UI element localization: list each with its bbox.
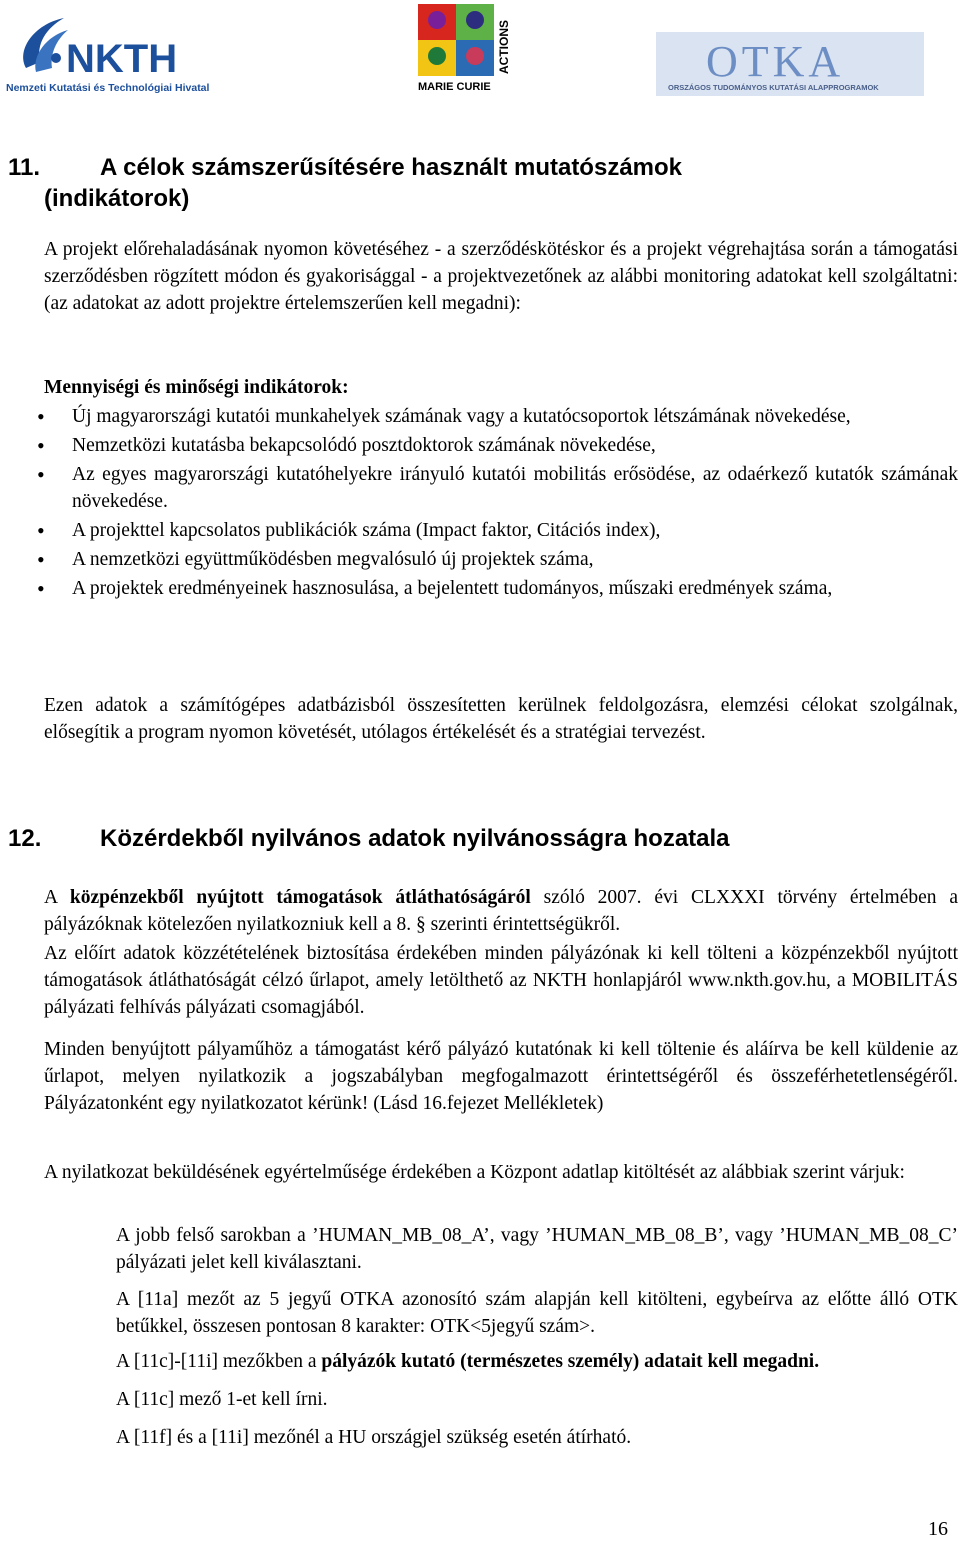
section-12-paragraph-2: Az előírt adatok közzétételének biztosítása érdekében minden pályázónak ki kell tölteni a közpénzekből nyújtott támogatások átláthatóságát célzó űrlapot, amely letölthető az NKTH honlapjáról www.nkth.gov.hu, a MOBILITÁS pályázati felhívás pályázati csomagjából. (44, 943, 958, 1018)
p1-text-b: szóló 2007. évi CLXXXI törvény értelmében a pályázóknak kötelezően nyilatkozniuk kell a 8. (44, 887, 959, 935)
section-11-number: 11. (8, 154, 41, 181)
section-11-closing: Ezen adatok a számítógépes adatbázisból összesítetten kerülnek feldolgozásra, elemzési célokat szolgálnak, elősegítik a program nyomon követését, utólagos értékelését és a stratégiai tervezést. (44, 695, 958, 743)
page-number: 16 (928, 1518, 948, 1540)
section-12-heading (8, 823, 958, 854)
i3-bold-text: pályázók kutató (természetes személy) adatait kell megadni. (321, 1351, 820, 1372)
section-11-heading (8, 152, 958, 214)
nkth-logo (6, 10, 211, 94)
instruction-1: A jobb felső sarokban a ’HUMAN_MB_08_A’, vagy ’HUMAN_MB_08_B’, vagy ’HUMAN_MB_08_C’ pályázati jelet kell kiválasztani. (116, 1225, 958, 1273)
section-11-title-line2: (indikátorok) (44, 185, 190, 212)
list-item: • A nemzetközi együttműködésben megvalósuló új projektek száma, (0, 546, 958, 573)
i3-text: A [11c]-[11i] mezőkben a (116, 1351, 322, 1372)
section-12-paragraph-1 (44, 884, 958, 938)
marie-curie-logo (416, 2, 516, 94)
instruction-5: A [11f] és a [11i] mezőnél a HU országjel szükség esetén átírható. (116, 1427, 632, 1448)
section-12-number: 12. (8, 825, 42, 852)
section-11-intro: A projekt előrehaladásának nyomon követéséhez - a szerződéskötéskor és a projekt végrehajtása során a támogatási szerződésben rögzített módon és gyakorisággal - a projektvezetőnek az alábbi monitoring adatokat kell szolgáltatni: (az adatokat az adott projektre értelemszerűen kell megadni): (44, 239, 958, 314)
list-item: • Nemzetközi kutatásba bekapcsolódó posztdoktorok számának növekedése, (0, 432, 958, 459)
instruction-3 (116, 1348, 958, 1375)
indicator-list (0, 403, 958, 602)
otka-logo (656, 32, 924, 96)
p1-bold-text: közpénzekből nyújtott támogatások átláthatóságáról (69, 887, 531, 908)
list-item: • A projekttel kapcsolatos publikációk száma (Impact faktor, Citációs index), (0, 517, 958, 544)
indicators-heading: Mennyiségi és minőségi indikátorok: (44, 377, 349, 398)
instruction-2: A [11a] mezőt az 5 jegyű OTKA azonosító szám alapján kell kitölteni, egybeírva az előtte álló OTK betűkkel, összesen pontosan 8 karakter: OTK<5jegyű szám>. (116, 1289, 958, 1337)
p1-text-c: szerinti érintettségükről. (425, 914, 621, 935)
section-11-title-line1: A célok számszerűsítésére használt mutatószámok (100, 154, 683, 181)
list-item: • A projektek eredményeinek hasznosulása, a bejelentett tudományos, műszaki eredmények száma, (0, 575, 958, 602)
section-sign: § (411, 914, 426, 935)
nkth-logo-subtitle: Nemzeti Kutatási és Technológiai Hivatal (6, 82, 210, 94)
instruction-4: A [11c] mező 1-et kell írni. (116, 1389, 328, 1410)
section-12-title: Közérdekből nyilvános adatok nyilvánosságra hozatala (100, 825, 730, 852)
otka-logo-subtitle: ORSZÁGOS TUDOMÁNYOS KUTATÁSI ALAPPROGRAMOK (668, 83, 879, 92)
list-item: • Az egyes magyarországi kutatóhelyekre irányuló kutatói mobilitás erősödése, az odaérkező kutatók számának növekedése. (0, 461, 958, 515)
section-12-paragraph-4: A nyilatkozat beküldésének egyértelműsége érdekében a Központ adatlap kitöltését az alábbiak szerint várjuk: (44, 1162, 905, 1183)
otka-logo-text: OTKA (706, 37, 845, 86)
marie-curie-text: MARIE CURIE (418, 81, 491, 93)
nkth-logo-text: NKTH (66, 37, 178, 81)
list-item: • Új magyarországi kutatói munkahelyek számának vagy a kutatócsoportok létszámának növekedése, (0, 403, 958, 430)
section-12-paragraph-3: Minden benyújtott pályaműhöz a támogatást kérő pályázó kutatónak ki kell töltenie és aláírva be kell küldenie az űrlapot, melyen nyilatkozik a jogszabályban megfogalmazott érintettségéről és összeférhetetlenségéről. Pályázatonként egy nyilatkozatot kérünk! (Lásd 16.fejezet Mellékletek) (44, 1039, 958, 1114)
marie-curie-actions-text: ACTIONS (497, 20, 511, 74)
p1-text-a: A (44, 887, 70, 908)
